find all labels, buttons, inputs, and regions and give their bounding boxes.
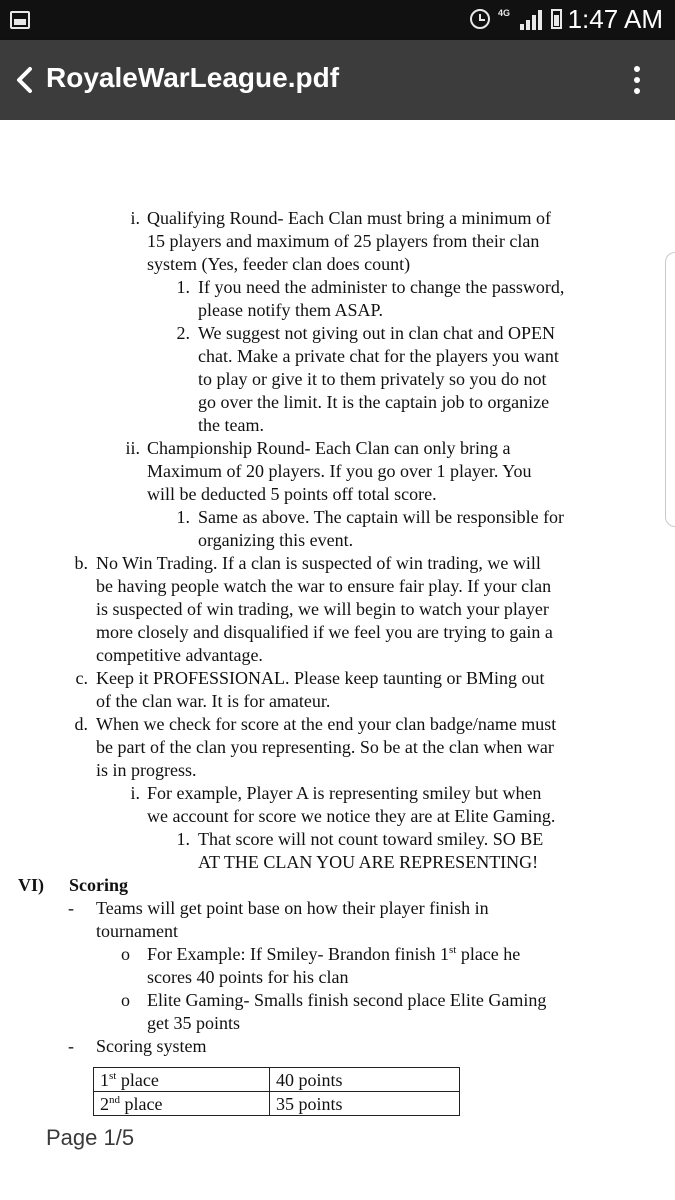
- text-line: Teams will get point base on how their player finish in: [96, 898, 489, 918]
- text-line: AT THE CLAN YOU ARE REPRESENTING!: [198, 852, 539, 872]
- list-marker: o: [121, 944, 130, 964]
- text-line: Keep it PROFESSIONAL. Please keep taunting or BMing out: [96, 668, 545, 688]
- list-marker: -: [68, 898, 74, 918]
- text-line: be having people watch the war to ensure fair play. If your clan: [96, 576, 552, 596]
- screenshot-icon: [10, 11, 30, 29]
- list-marker: c.: [75, 668, 88, 688]
- signal-icon: [520, 10, 544, 30]
- page-indicator: Page 1/5: [46, 1125, 135, 1150]
- list-marker: i.: [130, 208, 140, 228]
- text-line: Qualifying Round- Each Clan must bring a minimum of: [147, 208, 551, 228]
- pdf-page[interactable]: [0, 120, 675, 1200]
- table-row: [94, 1068, 460, 1092]
- text-line: For Example: If Smiley- Brandon finish 1st place he: [147, 944, 521, 964]
- list-marker: d.: [74, 714, 88, 734]
- status-time: 1:47 AM: [567, 4, 663, 34]
- text-line: For example, Player A is representing smiley but when: [147, 783, 542, 803]
- text-line: of the clan war. It is for amateur.: [96, 691, 331, 711]
- text-line: scores 40 points for his clan: [147, 967, 349, 987]
- text-line: chat. Make a private chat for the players you want: [198, 346, 559, 366]
- text-line: Maximum of 20 players. If you go over 1 player. You: [147, 461, 532, 481]
- text-line: tournament: [96, 921, 178, 941]
- section-heading: Scoring: [69, 875, 129, 895]
- list-marker: 1.: [176, 829, 190, 849]
- text-line: Championship Round- Each Clan can only bring a: [147, 438, 511, 458]
- text-line: will be deducted 5 points off total score.: [147, 484, 437, 504]
- text-line: Same as above. The captain will be responsible for: [198, 507, 565, 527]
- back-arrow-icon[interactable]: [12, 65, 40, 95]
- text-line: be part of the clan you representing. So be at the clan when war: [96, 737, 554, 757]
- text-line: is in progress.: [96, 760, 197, 780]
- list-marker: 1.: [176, 277, 190, 297]
- text-line: go over the limit. It is the captain job to organize: [198, 392, 550, 412]
- text-line: organizing this event.: [198, 530, 354, 550]
- table-cell: 40 points: [270, 1068, 460, 1092]
- document-title: RoyaleWarLeague.pdf: [46, 62, 340, 93]
- text-line: competitive advantage.: [96, 645, 263, 665]
- section-number: VI): [18, 875, 44, 895]
- table-row: [94, 1092, 460, 1116]
- text-line: Scoring system: [96, 1036, 207, 1056]
- list-marker: ii.: [125, 438, 140, 458]
- list-marker: -: [68, 1036, 74, 1056]
- text-line: 15 players and maximum of 25 players from their clan: [147, 231, 540, 251]
- more-vert-icon[interactable]: [627, 62, 647, 98]
- battery-icon: [551, 9, 562, 29]
- text-line: If you need the administer to change the password,: [198, 277, 565, 297]
- text-line: That score will not count toward smiley. SO BE: [198, 829, 544, 849]
- list-marker: i.: [130, 783, 140, 803]
- 4g-icon: 4G: [498, 8, 511, 18]
- text-line: We suggest not giving out in clan chat and OPEN: [198, 323, 555, 343]
- text-line: we account for score we notice they are at Elite Gaming.: [147, 806, 556, 826]
- scoring-table: [93, 1067, 460, 1116]
- text-line: the team.: [198, 415, 264, 435]
- table-cell: 1st place: [94, 1068, 270, 1092]
- text-line: Elite Gaming- Smalls finish second place Elite Gaming: [147, 990, 547, 1010]
- status-bar: [0, 0, 675, 40]
- list-marker: 2.: [176, 323, 190, 343]
- table-cell: 35 points: [270, 1092, 460, 1116]
- text-line: is suspected of win trading, we will begin to watch your player: [96, 599, 549, 619]
- text-line: system (Yes, feeder clan does count): [147, 254, 411, 274]
- text-line: more closely and disqualified if we feel you are trying to gain a: [96, 622, 553, 642]
- text-line: to play or give it to them privately so you do not: [198, 369, 547, 389]
- text-line: When we check for score at the end your clan badge/name must: [96, 714, 557, 734]
- text-line: No Win Trading. If a clan is suspected of win trading, we will: [96, 553, 541, 573]
- scroll-handle[interactable]: [665, 252, 675, 527]
- alarm-icon: [470, 9, 490, 29]
- text-line: get 35 points: [147, 1013, 240, 1033]
- app-bar: [0, 40, 675, 120]
- table-cell: 2nd place: [94, 1092, 270, 1116]
- list-marker: 1.: [176, 507, 190, 527]
- list-marker: b.: [74, 553, 88, 573]
- text-line: please notify them ASAP.: [198, 300, 383, 320]
- list-marker: o: [121, 990, 130, 1010]
